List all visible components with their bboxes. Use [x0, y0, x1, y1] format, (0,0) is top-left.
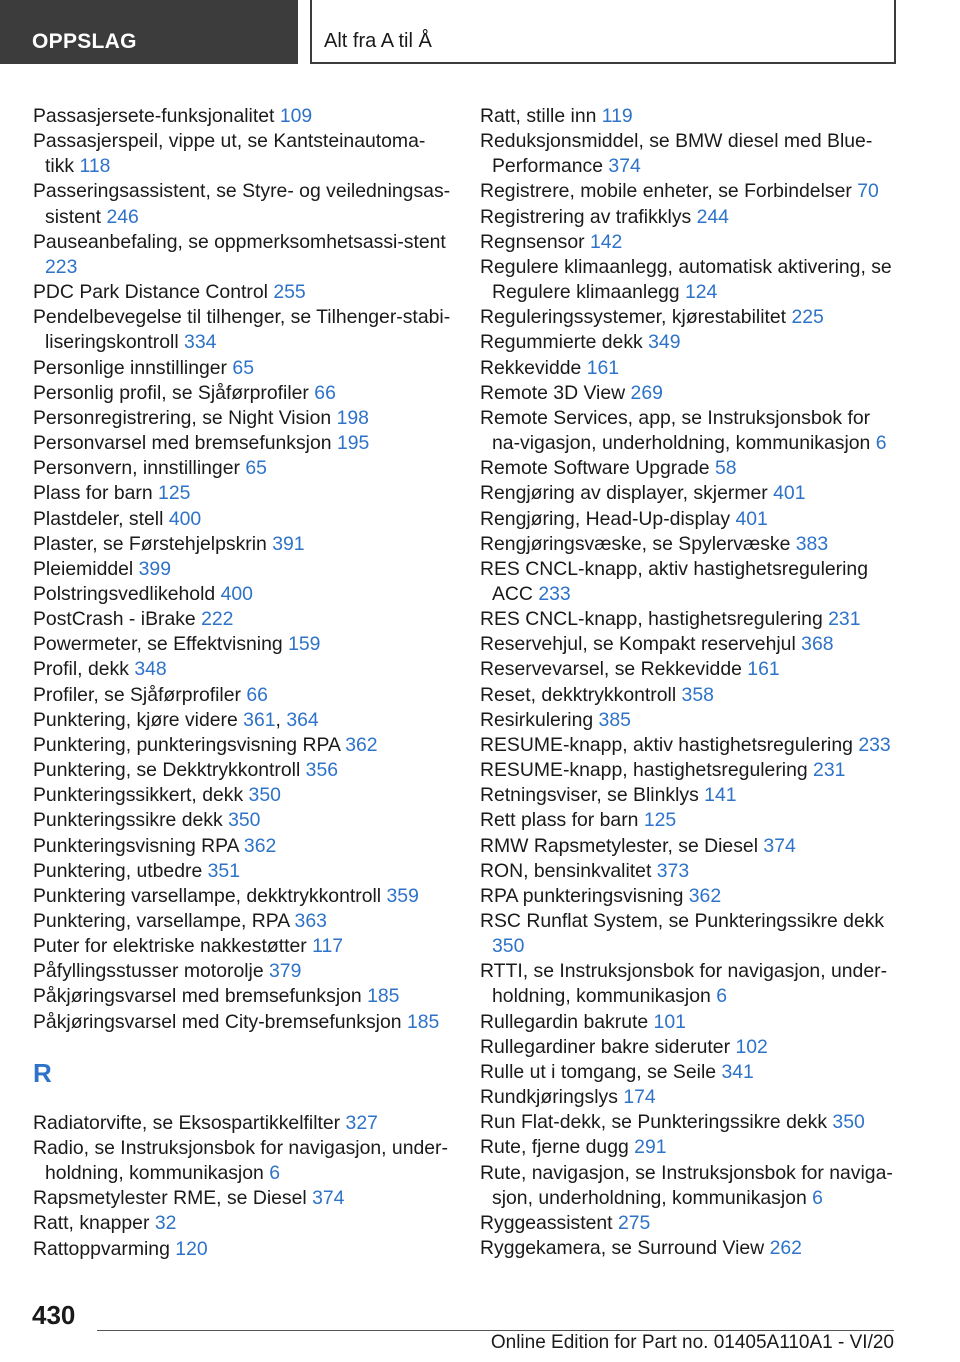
page-link[interactable]: 6	[269, 1162, 280, 1185]
entry-text: Plass for barn	[33, 482, 153, 505]
page-link[interactable]: 231	[828, 608, 861, 631]
index-entry	[480, 632, 900, 657]
index-list-right	[480, 104, 900, 1261]
page-link[interactable]: 225	[791, 306, 824, 329]
index-entry	[33, 381, 453, 406]
entry-text: RON, bensinkvalitet	[480, 859, 652, 882]
index-entry	[33, 607, 453, 632]
index-entry	[33, 406, 453, 431]
index-entry	[33, 884, 453, 909]
index-entry	[33, 758, 453, 783]
index-entry	[480, 381, 900, 406]
page-link[interactable]: 233	[858, 733, 891, 756]
index-entry	[480, 708, 900, 733]
index-entry	[480, 834, 900, 859]
page-link[interactable]: 101	[653, 1010, 686, 1033]
entry-text: Resirkulering	[480, 708, 594, 731]
entry-text: Punktering varsellampe, dekktrykkontroll	[33, 884, 382, 907]
index-entry	[480, 808, 900, 833]
page-link[interactable]: 374	[312, 1187, 345, 1210]
index-entry	[33, 507, 453, 532]
entry-text: Punktering, varsellampe, RPA	[33, 910, 290, 932]
index-entry	[480, 456, 900, 481]
index-entry	[480, 657, 900, 682]
index-entry	[33, 582, 453, 607]
page-link[interactable]: 400	[168, 507, 202, 530]
entry-text: Rundkjøringslys	[480, 1086, 618, 1109]
page-link[interactable]: 65	[232, 356, 254, 379]
section-letter-r: R	[33, 1057, 52, 1088]
page-link[interactable]: 233	[538, 582, 571, 605]
entry-text: Personlige innstillinger	[33, 356, 228, 379]
index-entry	[480, 255, 900, 305]
index-entry	[33, 104, 453, 129]
index-entry	[33, 909, 453, 934]
index-entry	[480, 330, 900, 355]
index-entry	[480, 733, 900, 758]
index-entry	[480, 1161, 900, 1211]
page-link[interactable]: 141	[704, 784, 737, 807]
index-entry	[33, 456, 453, 481]
index-column-right	[480, 104, 900, 1261]
page-link[interactable]: 102	[735, 1035, 768, 1058]
page-link[interactable]: 161	[586, 356, 620, 379]
index-entry	[480, 1010, 900, 1035]
chapter-header	[310, 0, 896, 64]
index-entry: Punktering, kjøre videre 361, 364	[33, 708, 319, 731]
page-link[interactable]: 185	[367, 985, 400, 1008]
page-link[interactable]: 401	[735, 507, 768, 530]
page-link[interactable]: 351	[207, 859, 240, 882]
index-entry	[480, 179, 900, 204]
page-link[interactable]: 391	[272, 532, 305, 555]
index-entry	[33, 305, 453, 355]
page-link[interactable]: 269	[630, 381, 663, 404]
index-entry	[480, 1211, 900, 1236]
page-link[interactable]: 399	[138, 557, 171, 580]
entry-text: Punktering, utbedre	[33, 859, 203, 882]
index-entry	[480, 1135, 900, 1160]
entry-text: Run Flat-dekk, se Punkteringssikre dekk	[480, 1111, 828, 1134]
index-entry	[480, 1085, 900, 1110]
page-link[interactable]: 109	[279, 105, 313, 127]
entry-text: Rute, fjerne dugg	[480, 1136, 629, 1159]
entry-text: RTTI, se Instruksjonsbok for navigasjon, under-holdning, kommunikasjon	[480, 960, 888, 1008]
page-number: 430	[32, 1300, 76, 1330]
page-link[interactable]: 125	[158, 482, 191, 505]
page-link[interactable]: 255	[273, 281, 306, 304]
page-link[interactable]: 174	[623, 1086, 656, 1109]
page-link[interactable]: 349	[648, 331, 681, 354]
page-link[interactable]: 334	[184, 331, 217, 354]
section-tab	[0, 0, 298, 64]
index-entry	[33, 1237, 453, 1262]
page-link[interactable]: 383	[795, 532, 829, 555]
index-entry	[480, 406, 900, 456]
index-entry	[480, 859, 900, 884]
index-entry	[33, 356, 453, 381]
page-link[interactable]: 275	[617, 1211, 651, 1234]
index-entry	[480, 758, 900, 783]
index-entry	[33, 481, 453, 506]
entry-text: Plaster, se Førstehjelpskrin	[33, 532, 267, 555]
page-link[interactable]: 379	[269, 960, 302, 983]
entry-text: Plastdeler, stell	[33, 507, 164, 530]
entry-text: Regnsensor	[480, 230, 585, 253]
entry-text: RMW Rapsmetylester, se Diesel	[480, 834, 759, 857]
page-link[interactable]: 124	[684, 281, 718, 304]
page-link[interactable]: 364	[286, 708, 319, 731]
entry-text: Rute, navigasjon, se Instruksjonsbok for naviga-sjon, underholdning, kommunikasjon	[480, 1161, 893, 1209]
entry-text: Punktering, kjøre videre	[33, 708, 238, 731]
page-link[interactable]: 58	[714, 457, 737, 480]
index-entry	[33, 532, 453, 557]
entry-text: Regulere klimaanlegg, automatisk aktivering, se Regulere klimaanlegg	[480, 255, 892, 304]
page-link[interactable]: 361	[243, 708, 276, 731]
entry-text: Remote 3D View	[480, 381, 626, 404]
index-entry	[33, 859, 453, 884]
entry-text: Reservehjul, se Kompakt reservehjul	[480, 633, 796, 656]
header-divider	[310, 0, 312, 64]
page-link[interactable]: 341	[721, 1060, 754, 1083]
index-entry	[480, 909, 900, 959]
entry-text: Polstringsvedlikehold	[33, 582, 216, 605]
index-entry	[33, 431, 453, 456]
page-link[interactable]: 66	[246, 683, 268, 706]
index-entry	[480, 1035, 900, 1060]
page-link[interactable]: 159	[288, 633, 321, 656]
index-entry	[33, 230, 453, 280]
page-link[interactable]: 362	[688, 884, 722, 907]
page-link[interactable]: 195	[336, 432, 370, 455]
entry-text: Passasjersete-funksjonalitet	[33, 105, 275, 127]
index-entry	[33, 1211, 453, 1236]
entry-text: Punktering, punkteringsvisning RPA	[33, 733, 340, 756]
index-entry	[33, 179, 453, 229]
index-list-left	[33, 104, 453, 1035]
index-entry	[480, 507, 900, 532]
entry-text: Remote Services, app, se Instruksjonsbok for na-vigasjon, underholdning, kommunikasjon	[480, 406, 871, 455]
page-link[interactable]: 142	[589, 230, 623, 253]
index-entry	[480, 532, 900, 557]
entry-text: Puter for elektriske nakkestøtter	[33, 935, 307, 958]
entry-text: Passasjerspeil, vippe ut, se Kantsteinautoma-tikk	[33, 130, 426, 178]
index-entry	[33, 834, 453, 859]
page-link[interactable]: 374	[608, 155, 641, 178]
page-link[interactable]: 350	[248, 784, 281, 807]
page-link[interactable]: 231	[813, 759, 846, 782]
entry-text: Personvern, innstillinger	[33, 457, 240, 480]
entry-text: Reservevarsel, se Rekkevidde	[480, 658, 742, 681]
entry-text: Pleiemiddel	[33, 557, 134, 580]
page-link[interactable]: 348	[134, 658, 167, 681]
page-link[interactable]: 161	[747, 658, 780, 681]
page-link[interactable]: 65	[245, 457, 267, 480]
page-link[interactable]: 291	[634, 1136, 667, 1159]
section-tab-label: OPPSLAG	[32, 30, 137, 53]
page-link[interactable]: 117	[312, 935, 344, 958]
index-entry	[480, 230, 900, 255]
index-entry	[480, 683, 900, 708]
index-entry	[33, 984, 453, 1009]
entry-text: Ryggekamera, se Surround View	[480, 1237, 765, 1260]
page-link[interactable]: 6	[812, 1186, 823, 1209]
entry-text: Pauseanbefaling, se oppmerksomhetsassi-stent	[33, 230, 446, 253]
index-entry	[480, 129, 900, 179]
entry-text: Påkjøringsvarsel med City-bremsefunksjon	[33, 1010, 402, 1033]
entry-text: Punkteringssikre dekk	[33, 809, 223, 832]
index-entry	[480, 557, 900, 607]
entry-text: RESUME-knapp, aktiv hastighetsregulering	[480, 733, 853, 756]
index-entry	[33, 557, 453, 582]
page-link[interactable]: 350	[492, 935, 525, 958]
entry-text: Remote Software Upgrade	[480, 457, 710, 480]
page-link[interactable]: 6	[875, 432, 887, 455]
entry-text: Personvarsel med bremsefunksjon	[33, 432, 332, 455]
page-link[interactable]: 362	[345, 733, 378, 756]
entry-text: Rekkevidde	[480, 356, 582, 379]
index-entry	[33, 129, 453, 179]
entry-text: Passeringsassistent, se Styre- og veiledningsas-sistent	[33, 180, 451, 228]
page-link[interactable]: 350	[228, 809, 261, 832]
page-link[interactable]: 120	[175, 1237, 208, 1260]
index-entry	[33, 1111, 453, 1136]
index-entry	[480, 305, 900, 330]
entry-text: Påfyllingsstusser motorolje	[33, 960, 264, 983]
index-entry	[33, 733, 453, 758]
page-link[interactable]: 327	[345, 1111, 378, 1134]
page-link[interactable]: 185	[406, 1010, 440, 1033]
entry-text: Registrering av trafikklys	[480, 205, 692, 228]
edition-info: Online Edition for Part no. 01405A110A1 - VI/20	[490, 1332, 894, 1353]
page-link[interactable]: 66	[314, 381, 336, 404]
page-link[interactable]: 223	[45, 255, 78, 278]
page-link[interactable]: 32	[154, 1212, 177, 1235]
index-entry	[33, 657, 453, 682]
index-entry	[33, 683, 453, 708]
index-entry	[480, 783, 900, 808]
entry-text: RES CNCL-knapp, hastighetsregulering	[480, 608, 823, 631]
index-column-left	[33, 104, 453, 1262]
index-entry	[480, 481, 900, 506]
entry-text: Reguleringssystemer, kjørestabilitet	[480, 306, 787, 329]
index-entry	[480, 607, 900, 632]
chapter-title: Alt fra A til Å	[324, 30, 432, 52]
index-entry	[33, 959, 453, 984]
index-entry	[480, 104, 900, 129]
index-entry	[480, 356, 900, 381]
page-link[interactable]: 362	[243, 834, 277, 857]
entry-text: Ratt, knapper	[33, 1212, 150, 1235]
index-entry	[480, 1060, 900, 1085]
entry-text: Punkteringssikkert, dekk	[33, 784, 244, 807]
entry-text: Ratt, stille inn	[480, 105, 597, 127]
page-link[interactable]: 125	[643, 809, 677, 832]
entry-text: Regummierte dekk	[480, 331, 643, 354]
index-entry	[33, 1186, 453, 1211]
page-link[interactable]: 198	[336, 406, 369, 429]
entry-text: Radiatorvifte, se Eksospartikkelfilter	[33, 1111, 341, 1134]
page-link[interactable]: 385	[598, 708, 631, 731]
index-entry	[33, 632, 453, 657]
entry-text: RPA punkteringsvisning	[480, 884, 684, 907]
index-entry	[480, 1110, 900, 1135]
index-entry	[480, 959, 900, 1009]
index-entry	[480, 884, 900, 909]
index-entry	[480, 205, 900, 230]
page-link[interactable]: 401	[773, 482, 806, 505]
page-link[interactable]: 350	[832, 1111, 865, 1134]
entry-text: Registrere, mobile enheter, se Forbindelser	[480, 180, 852, 203]
page-link[interactable]: 400	[220, 582, 253, 605]
entry-text: Rulle ut i tomgang, se Seile	[480, 1060, 717, 1083]
page-link[interactable]: 363	[294, 910, 327, 932]
entry-text: Punktering, se Dekktrykkontroll	[33, 759, 301, 782]
page-link[interactable]: 359	[386, 884, 419, 907]
page-link[interactable]: 374	[763, 834, 796, 857]
entry-text: Rett plass for barn	[480, 809, 639, 832]
entry-text: Rapsmetylester RME, se Diesel	[33, 1187, 307, 1210]
entry-text: Profiler, se Sjåførprofiler	[33, 683, 241, 706]
index-entry	[33, 1010, 453, 1035]
page-link[interactable]: 358	[681, 683, 714, 706]
entry-text: Rengjøringsvæske, se Spylervæske	[480, 532, 791, 555]
index-entry	[33, 1136, 453, 1186]
entry-text: Profil, dekk	[33, 658, 129, 681]
entry-text: Ryggeassistent	[480, 1211, 613, 1234]
entry-text: Rullegardin bakrute	[480, 1010, 649, 1033]
entry-text: Pendelbevegelse til tilhenger, se Tilhenger-stabi-liseringskontroll	[33, 306, 451, 354]
page-link[interactable]: 6	[716, 985, 727, 1008]
page-link[interactable]: 119	[601, 105, 633, 127]
entry-text: PostCrash - iBrake	[33, 608, 196, 631]
page-link[interactable]: 356	[305, 759, 339, 782]
page-link[interactable]: 246	[106, 205, 139, 228]
page-link[interactable]: 373	[656, 859, 690, 882]
footer-divider	[97, 1330, 894, 1331]
index-entry	[33, 934, 453, 959]
index-list-r	[33, 1111, 453, 1262]
entry-text: Punkteringsvisning RPA	[33, 834, 239, 857]
entry-text: Powermeter, se Effektvisning	[33, 633, 283, 656]
page-link[interactable]: 368	[801, 633, 834, 656]
entry-text: RSC Runflat System, se Punkteringssikre dekk	[480, 910, 885, 932]
entry-text: Radio, se Instruksjonsbok for navigasjon, under-holdning, kommunikasjon	[33, 1136, 448, 1185]
entry-text: Påkjøringsvarsel med bremsefunksjon	[33, 985, 362, 1008]
entry-text: Personregistrering, se Night Vision	[33, 406, 332, 429]
page-link[interactable]: 70	[857, 180, 879, 203]
entry-text: Rattoppvarming	[33, 1237, 170, 1260]
entry-text: Reduksjonsmiddel, se BMW diesel med Blue-Performance	[480, 130, 873, 178]
index-entry	[33, 808, 453, 833]
page-link[interactable]: 222	[201, 608, 234, 631]
entry-text: RESUME-knapp, hastighetsregulering	[480, 759, 808, 782]
page-link[interactable]: 118	[79, 155, 111, 178]
entry-text: Reset, dekktrykkontroll	[480, 683, 677, 706]
entry-text: Rengjøring av displayer, skjermer	[480, 482, 768, 505]
entry-text: Personlig profil, se Sjåførprofiler	[33, 381, 309, 404]
entry-text: RES CNCL-knapp, aktiv hastighetsregulering ACC	[480, 557, 869, 605]
entry-text: PDC Park Distance Control	[33, 281, 268, 304]
index-entry	[33, 280, 453, 305]
entry-text: Rullegardiner bakre sideruter	[480, 1035, 731, 1058]
page-link[interactable]: 244	[696, 205, 729, 228]
index-entry	[33, 783, 453, 808]
index-entry	[480, 1236, 900, 1261]
page-link[interactable]: 262	[769, 1237, 802, 1260]
entry-text: Rengjøring, Head-Up-display	[480, 507, 731, 530]
entry-text: Retningsviser, se Blinklys	[480, 784, 699, 807]
